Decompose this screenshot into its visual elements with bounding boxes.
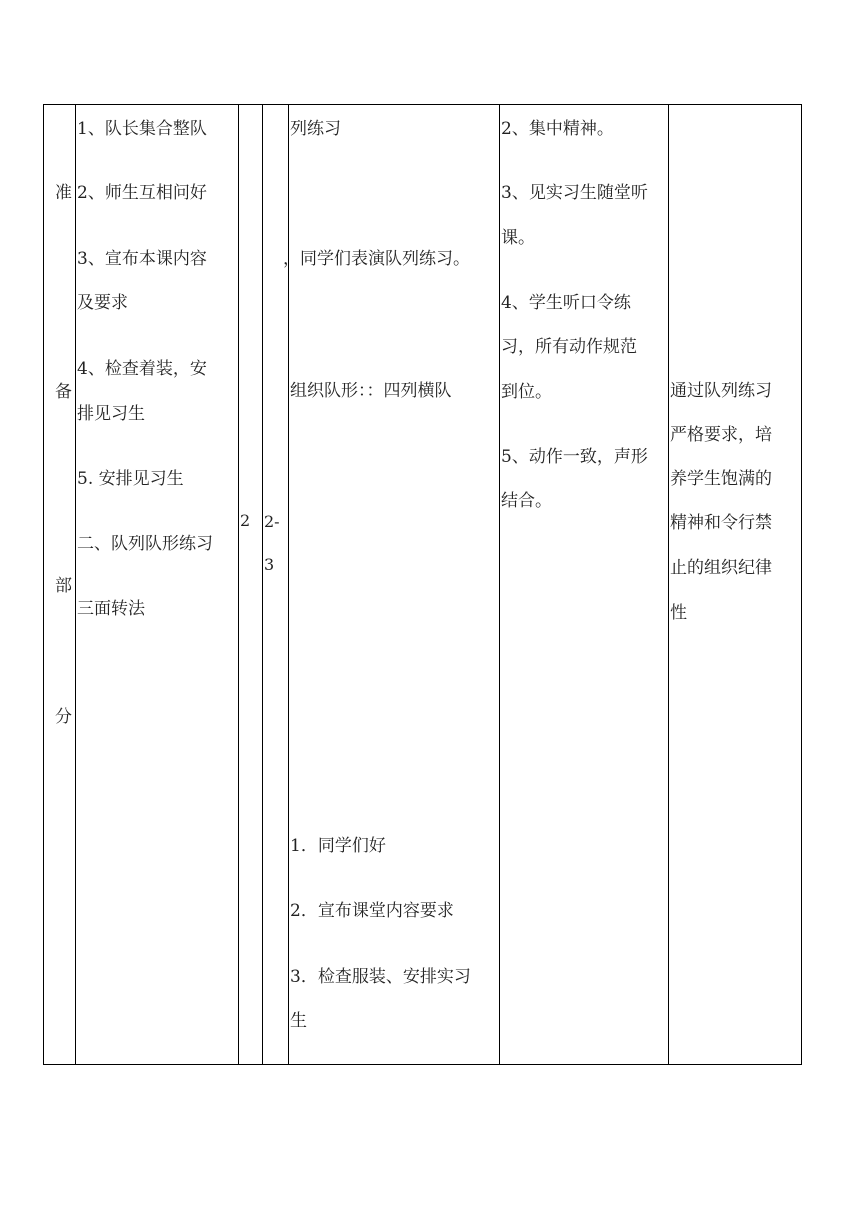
table-border-left bbox=[43, 104, 44, 1065]
column-divider bbox=[668, 104, 669, 1065]
content-item: 二、队列队形练习 bbox=[77, 534, 213, 554]
requirement-line: 课。 bbox=[501, 228, 535, 248]
content-item: 2、师生互相问好 bbox=[77, 183, 207, 203]
organization-line: 生 bbox=[290, 1011, 307, 1031]
column-divider bbox=[499, 104, 500, 1065]
content-item: 5. 安排见习生 bbox=[77, 469, 184, 489]
section-char: 备 bbox=[55, 382, 72, 402]
content-item: 三面转法 bbox=[77, 599, 145, 619]
organization-line: 2．宣布课堂内容要求 bbox=[290, 901, 454, 921]
content-item: 排见习生 bbox=[77, 404, 145, 424]
goal-line: 止的组织纪律 bbox=[670, 558, 772, 578]
goal-line: 通过队列练习 bbox=[670, 381, 772, 401]
organization-line: 列练习 bbox=[290, 119, 341, 139]
requirement-line: 2、集中精神。 bbox=[501, 119, 614, 139]
content-item: 1、队长集合整队 bbox=[77, 119, 207, 139]
content-item: 3、宣布本课内容 bbox=[77, 249, 207, 269]
goal-line: 养学生饱满的 bbox=[670, 469, 772, 489]
column-divider bbox=[75, 104, 76, 1065]
requirement-line: 4、学生听口令练 bbox=[501, 293, 631, 313]
organization-line: 1．同学们好 bbox=[290, 836, 386, 856]
requirement-line: 3、见实习生随堂听 bbox=[501, 183, 648, 203]
section-char: 准 bbox=[55, 183, 72, 203]
section-char: 部 bbox=[55, 576, 72, 596]
column-divider bbox=[238, 104, 239, 1065]
time-value: 3 bbox=[264, 555, 275, 574]
organization-line: 组织队形：：四列横队 bbox=[290, 381, 452, 401]
content-item: 及要求 bbox=[77, 293, 128, 313]
column-divider bbox=[262, 104, 263, 1065]
requirement-line: 5、动作一致，声形 bbox=[501, 447, 648, 467]
organization-line: 3．检查服装、安排实习 bbox=[290, 967, 471, 987]
goal-line: 精神和令行禁 bbox=[670, 513, 772, 533]
table-border-right bbox=[801, 104, 802, 1065]
goal-line: 严格要求，培 bbox=[670, 425, 772, 445]
organization-line: ，同学们表演队列练习。 bbox=[283, 249, 470, 269]
requirement-line: 结合。 bbox=[501, 491, 552, 511]
content-item: 4、检查着装，安 bbox=[77, 359, 207, 379]
count-value: 2 bbox=[240, 511, 251, 530]
requirement-line: 到位。 bbox=[501, 382, 552, 402]
time-value: 2- bbox=[264, 512, 280, 531]
section-char: 分 bbox=[55, 707, 72, 727]
requirement-line: 习，所有动作规范 bbox=[501, 337, 637, 357]
goal-line: 性 bbox=[670, 603, 687, 623]
